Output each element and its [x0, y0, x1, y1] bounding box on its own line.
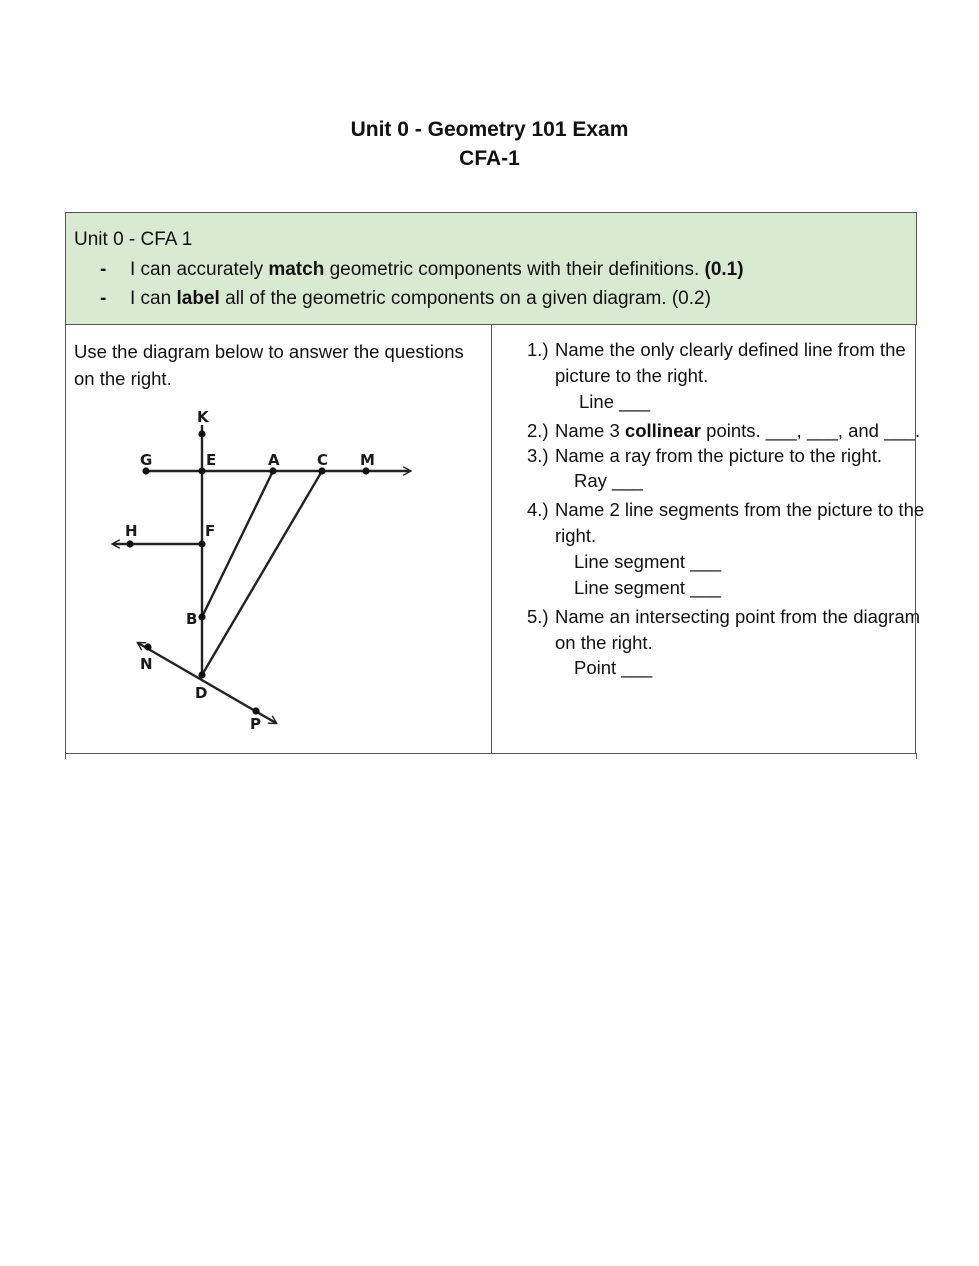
label-k: K — [197, 408, 209, 426]
answer-point-field[interactable]: Point ___ — [574, 657, 653, 678]
bullet-dash: - — [100, 259, 107, 280]
point-p — [252, 707, 259, 714]
cfa-table — [65, 212, 925, 759]
left-cell — [65, 324, 492, 754]
instructions-text: Use the diagram below to answer the questions on the right. — [74, 341, 464, 389]
answer-ray-field[interactable]: Ray ___ — [574, 470, 643, 491]
table-border-stub — [65, 753, 66, 759]
objective-item: - I can label all of the geometric components on a given diagram. (0.2) — [74, 284, 744, 313]
label-d: D — [195, 684, 208, 702]
label-m: M — [360, 451, 375, 469]
bullet-dash: - — [100, 288, 107, 309]
title-line-1: Unit 0 - Geometry 101 Exam — [350, 118, 629, 141]
label-h: H — [125, 522, 138, 540]
label-p: P — [250, 715, 261, 733]
label-a: A — [268, 451, 280, 469]
table-border-stub — [916, 753, 917, 759]
point-d — [198, 671, 205, 678]
segment-dc — [202, 471, 322, 675]
point-f — [198, 540, 205, 547]
label-f: F — [205, 522, 216, 540]
label-n: N — [140, 655, 153, 673]
point-h — [126, 540, 133, 547]
answer-segment-1-field[interactable]: Line segment ___ — [574, 551, 722, 572]
table-bottom-border — [65, 753, 917, 754]
objective-item: - I can accurately match geometric components with their definitions. (0.1) — [74, 255, 744, 284]
segment-ba — [202, 471, 273, 617]
table-header — [65, 212, 917, 325]
answer-line-field[interactable]: Line ___ — [579, 391, 650, 412]
page-title — [0, 115, 979, 173]
right-cell: 1.) Name the only clearly defined line from the picture to the right. Line ___ 2.) Name 3 collinear points. ___, ___, and ___. 3.) Name a ray from the picture to the right. Ray ___ 4.) Name 2 line segments from the picture to the right. Line segment ___ Line segment ___ 5.) Name an intersecting point from the diagram on the right. Point ___ — [491, 324, 916, 754]
point-b — [198, 613, 205, 620]
geometry-diagram — [66, 324, 491, 754]
point-n — [144, 643, 151, 650]
header-title: Unit 0 - CFA 1 — [74, 229, 193, 250]
objectives-list — [74, 255, 744, 313]
label-c: C — [317, 451, 329, 469]
label-e: E — [206, 451, 217, 469]
point-k — [198, 430, 205, 437]
label-g: G — [140, 451, 153, 469]
title-line-2: CFA-1 — [459, 147, 520, 170]
label-b: B — [186, 610, 198, 628]
point-e — [198, 467, 205, 474]
answer-segment-2-field[interactable]: Line segment ___ — [574, 577, 722, 598]
